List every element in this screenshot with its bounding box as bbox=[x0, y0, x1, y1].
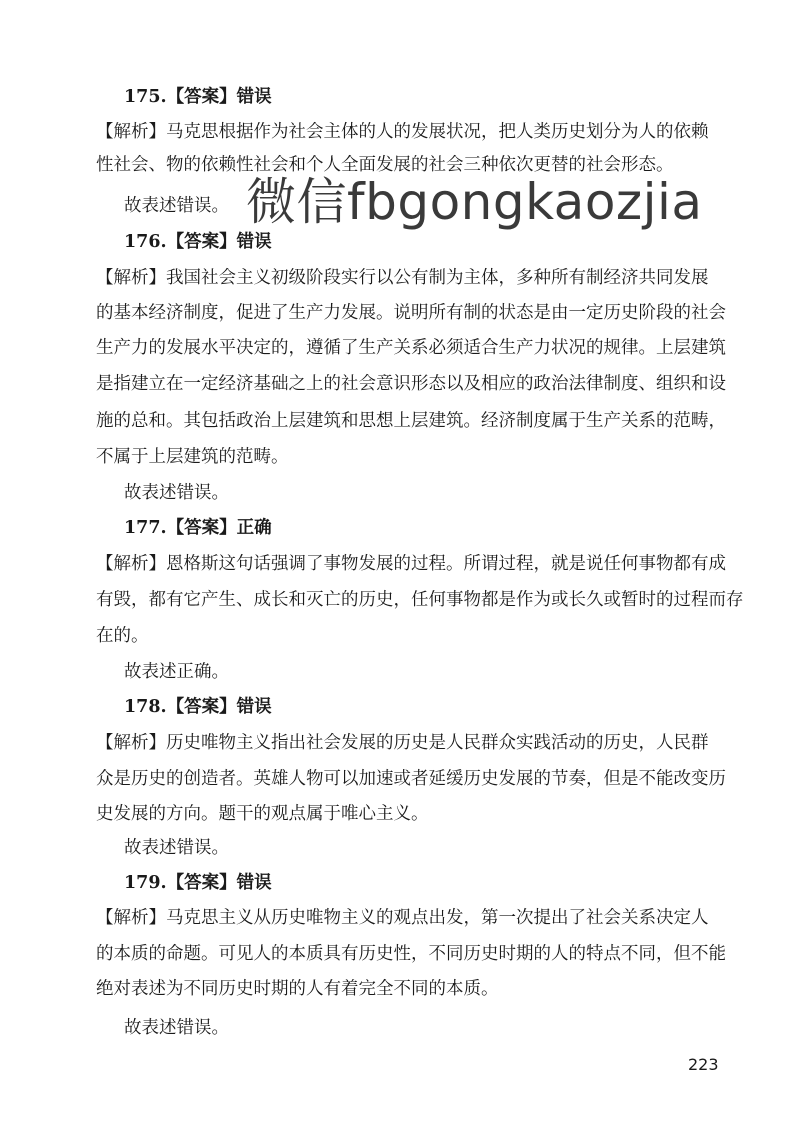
analysis-line: 施的总和。其包括政治上层建筑和思想上层建筑。经济制度属于生产关系的范畴， bbox=[96, 411, 726, 431]
answer-heading: 178.【答案】错误 bbox=[124, 697, 272, 717]
analysis-line: 【解析】马克思主义从历史唯物主义的观点出发，第一次提出了社会关系决定人 bbox=[96, 908, 709, 928]
analysis-line: 史发展的方向。题干的观点属于唯心主义。 bbox=[96, 804, 429, 824]
answer-heading: 176.【答案】错误 bbox=[124, 232, 272, 252]
analysis-line: 不属于上层建筑的范畴。 bbox=[96, 447, 289, 467]
analysis-line: 有毁，都有它产生、成长和灭亡的历史，任何事物都是作为或长久或暂时的过程而存 bbox=[96, 590, 744, 610]
conclusion-line: 故表述错误。 bbox=[124, 838, 229, 858]
analysis-line: 【解析】历史唯物主义指出社会发展的历史是人民群众实践活动的历史，人民群 bbox=[96, 733, 709, 753]
analysis-line: 绝对表述为不同历史时期的人有着完全不同的本质。 bbox=[96, 979, 499, 999]
answer-heading: 175.【答案】错误 bbox=[124, 87, 272, 107]
conclusion-line: 故表述错误。 bbox=[124, 196, 229, 216]
page-number: 223 bbox=[688, 1055, 719, 1074]
conclusion-line: 故表述正确。 bbox=[124, 662, 229, 682]
answer-heading: 179.【答案】错误 bbox=[124, 873, 272, 893]
analysis-line: 众是历史的创造者。英雄人物可以加速或者延缓历史发展的节奏，但是不能改变历 bbox=[96, 769, 726, 789]
watermark-text: 微信fbgongkaozjia bbox=[246, 173, 703, 231]
answer-heading: 177.【答案】正确 bbox=[124, 518, 272, 538]
analysis-line: 的基本经济制度，促进了生产力发展。说明所有制的状态是由一定历史阶段的社会 bbox=[96, 303, 726, 323]
conclusion-line: 故表述错误。 bbox=[124, 483, 229, 503]
analysis-line: 是指建立在一定经济基础之上的社会意识形态以及相应的政治法律制度、组织和设 bbox=[96, 374, 726, 394]
analysis-line: 在的。 bbox=[96, 626, 149, 646]
analysis-line: 【解析】马克思根据作为社会主体的人的发展状况，把人类历史划分为人的依赖 bbox=[96, 122, 709, 142]
analysis-line: 的本质的命题。可见人的本质具有历史性，不同历史时期的人的特点不同，但不能 bbox=[96, 944, 726, 964]
conclusion-line: 故表述错误。 bbox=[124, 1018, 229, 1038]
analysis-line: 生产力的发展水平决定的，遵循了生产关系必须适合生产力状况的规律。上层建筑 bbox=[96, 338, 726, 358]
analysis-line: 性社会、物的依赖性社会和个人全面发展的社会三种依次更替的社会形态。 bbox=[96, 155, 674, 175]
analysis-line: 【解析】我国社会主义初级阶段实行以公有制为主体，多种所有制经济共同发展 bbox=[96, 268, 709, 288]
analysis-line: 【解析】恩格斯这句话强调了事物发展的过程。所谓过程，就是说任何事物都有成 bbox=[96, 554, 726, 574]
